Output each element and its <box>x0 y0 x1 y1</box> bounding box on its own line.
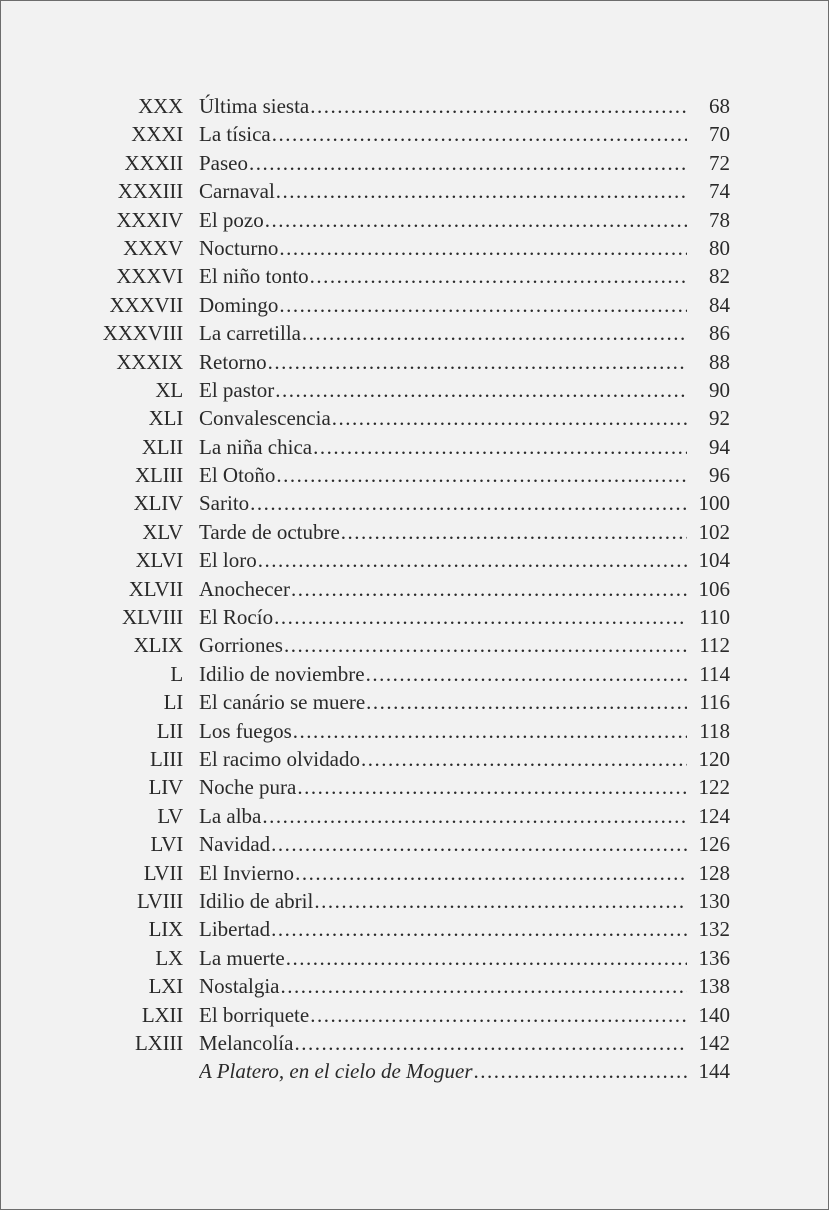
toc-row <box>1 461 828 489</box>
chapter-numeral: LVI <box>150 832 183 857</box>
toc-entry <box>199 92 687 120</box>
chapter-numeral: XXXV <box>123 235 183 260</box>
toc-row <box>1 688 828 716</box>
toc-entry <box>199 546 687 574</box>
toc-entry <box>199 575 687 603</box>
toc-entry <box>199 319 687 347</box>
dot-leader <box>294 1029 687 1057</box>
toc-entry <box>199 603 687 631</box>
chapter-title: Última siesta <box>199 94 310 118</box>
toc-row <box>1 234 828 262</box>
toc-row <box>1 262 828 290</box>
chapter-title: Navidad <box>199 832 271 857</box>
page-number: 110 <box>699 605 730 630</box>
chapter-title: La carretilla <box>199 321 302 346</box>
chapter-title: Convalescencia <box>199 406 331 431</box>
toc-entry <box>199 859 687 887</box>
dot-leader <box>249 149 687 177</box>
dot-leader <box>310 92 687 120</box>
toc-row <box>1 631 828 659</box>
page-number: 142 <box>698 1030 730 1055</box>
chapter-numeral: XLIII <box>135 463 183 488</box>
chapter-numeral: XLIV <box>133 491 183 516</box>
chapter-title: Domingo <box>199 292 279 317</box>
chapter-numeral: LV <box>157 803 183 828</box>
chapter-title: Tarde de octubre <box>199 519 340 544</box>
page-number: 144 <box>698 1059 730 1084</box>
chapter-title: La niña chica <box>199 434 313 459</box>
page-number: 122 <box>698 775 730 800</box>
page-number: 92 <box>709 406 730 431</box>
chapter-title: La tísica <box>199 122 271 147</box>
toc-row <box>1 745 828 773</box>
dot-leader <box>310 262 687 290</box>
toc-entry <box>199 518 687 546</box>
chapter-numeral: LI <box>163 690 183 715</box>
toc-entry <box>199 972 687 1000</box>
dot-leader <box>271 915 687 943</box>
toc-row <box>1 830 828 858</box>
toc-row <box>1 404 828 432</box>
dot-leader <box>275 376 687 404</box>
dot-leader <box>268 348 687 376</box>
page-number: 80 <box>709 235 730 260</box>
chapter-title: Paseo <box>199 150 248 175</box>
chapter-numeral: LVIII <box>136 888 183 913</box>
chapter-numeral: XXXI <box>131 122 183 147</box>
toc-entry <box>199 206 687 234</box>
dot-leader <box>274 603 687 631</box>
dot-leader <box>295 859 687 887</box>
chapter-numeral: L <box>170 661 183 686</box>
chapter-numeral: XL <box>155 377 183 402</box>
dot-leader <box>272 120 687 148</box>
toc-entry <box>199 802 687 830</box>
toc-entry <box>199 376 687 404</box>
chapter-title: El pozo <box>199 207 264 232</box>
page-number: 116 <box>699 690 730 715</box>
page-number: 136 <box>698 945 730 970</box>
page-number: 114 <box>699 661 730 686</box>
toc-entry <box>199 830 687 858</box>
toc-row <box>1 376 828 404</box>
page-number: 100 <box>698 491 730 516</box>
chapter-numeral: XXXVII <box>109 292 183 317</box>
toc-row <box>1 177 828 205</box>
chapter-numeral: XXXIX <box>116 349 183 374</box>
page-number: 104 <box>698 548 730 573</box>
chapter-numeral: XXXVI <box>116 264 183 289</box>
chapter-numeral: XXXIII <box>117 179 183 204</box>
dot-leader <box>302 319 687 347</box>
dot-leader <box>313 433 687 461</box>
toc-row <box>1 546 828 574</box>
chapter-numeral: LVII <box>143 860 183 885</box>
toc-row <box>1 92 828 120</box>
page-number: 96 <box>709 463 730 488</box>
dot-leader <box>265 206 687 234</box>
page-number: 78 <box>709 207 730 232</box>
toc-entry <box>199 1029 687 1057</box>
chapter-numeral: XLI <box>148 406 183 431</box>
table-of-contents <box>1 92 828 1086</box>
chapter-title: La alba <box>199 803 262 828</box>
toc-row <box>1 1029 828 1057</box>
page-number: 94 <box>709 434 730 459</box>
chapter-numeral: XLIX <box>133 633 183 658</box>
chapter-title: Sarito <box>199 491 250 516</box>
page-number: 70 <box>709 122 730 147</box>
chapter-title: El Invierno <box>199 860 295 885</box>
chapter-numeral: LXI <box>148 974 183 999</box>
toc-entry <box>199 348 687 376</box>
toc-entry <box>199 262 687 290</box>
chapter-title: El Rocío <box>199 605 274 630</box>
chapter-title: Melancolía <box>199 1030 294 1055</box>
toc-entry <box>199 404 687 432</box>
toc-entry <box>199 745 687 773</box>
chapter-title: Los fuegos <box>199 718 292 743</box>
toc-row <box>1 603 828 631</box>
toc-row <box>1 120 828 148</box>
chapter-numeral: XXXII <box>124 150 183 175</box>
chapter-title: Carnaval <box>199 179 275 204</box>
dot-leader <box>366 688 687 716</box>
toc-row <box>1 915 828 943</box>
toc-row <box>1 944 828 972</box>
dot-leader <box>276 177 687 205</box>
chapter-numeral: LIX <box>148 917 183 942</box>
chapter-numeral: LXII <box>141 1002 183 1027</box>
page-number: 126 <box>698 832 730 857</box>
chapter-title: El pastor <box>199 377 275 402</box>
dot-leader <box>279 291 687 319</box>
page-number: 88 <box>709 349 730 374</box>
dot-leader <box>297 773 687 801</box>
chapter-title: Nostalgia <box>199 974 280 999</box>
toc-row <box>1 1057 828 1085</box>
page-number: 128 <box>698 860 730 885</box>
chapter-title: Nocturno <box>199 235 279 260</box>
chapter-numeral: XXXVIII <box>102 321 183 346</box>
toc-entry <box>199 234 687 262</box>
toc-row <box>1 575 828 603</box>
chapter-title: El borriquete <box>199 1002 310 1027</box>
chapter-numeral: LIII <box>149 746 183 771</box>
chapter-title: Libertad <box>199 917 271 942</box>
chapter-title: Anochecer <box>199 576 290 601</box>
chapter-numeral: XLII <box>141 434 183 459</box>
toc-row <box>1 348 828 376</box>
toc-entry <box>199 149 687 177</box>
dot-leader <box>361 745 687 773</box>
chapter-numeral: LX <box>155 945 183 970</box>
page-number: 84 <box>709 292 730 317</box>
dot-leader <box>366 660 687 688</box>
chapter-title: El niño tonto <box>199 264 309 289</box>
chapter-title: El Otoño <box>199 463 276 488</box>
dot-leader <box>284 631 687 659</box>
chapter-title: A Platero, en el cielo de Moguer <box>199 1059 473 1084</box>
dot-leader <box>286 944 687 972</box>
page-number: 74 <box>709 179 730 204</box>
chapter-title: Gorriones <box>199 633 283 658</box>
toc-entry <box>199 944 687 972</box>
chapter-numeral: XLVII <box>128 576 183 601</box>
toc-entry <box>199 631 687 659</box>
toc-entry <box>199 717 687 745</box>
chapter-title: El loro <box>199 548 257 573</box>
page-number: 140 <box>698 1002 730 1027</box>
dot-leader <box>276 461 687 489</box>
dot-leader <box>258 546 687 574</box>
dot-leader <box>341 518 687 546</box>
chapter-numeral: XLVIII <box>121 605 183 630</box>
chapter-numeral: LIV <box>148 775 183 800</box>
page-number: 112 <box>699 633 730 658</box>
dot-leader <box>279 234 687 262</box>
toc-entry <box>199 773 687 801</box>
chapter-numeral: XXXIV <box>116 207 183 232</box>
toc-row <box>1 802 828 830</box>
page-number: 106 <box>698 576 730 601</box>
page-number: 82 <box>709 264 730 289</box>
dot-leader <box>474 1057 687 1085</box>
toc-row <box>1 489 828 517</box>
page-number: 130 <box>698 888 730 913</box>
dot-leader <box>271 830 687 858</box>
toc-row <box>1 319 828 347</box>
page-number: 132 <box>698 917 730 942</box>
chapter-numeral: LII <box>156 718 183 743</box>
dot-leader <box>262 802 687 830</box>
dot-leader <box>291 575 687 603</box>
dot-leader <box>332 404 687 432</box>
toc-row <box>1 291 828 319</box>
page-number: 120 <box>698 746 730 771</box>
chapter-numeral: XLVI <box>135 548 183 573</box>
toc-row <box>1 206 828 234</box>
toc-row <box>1 433 828 461</box>
toc-row <box>1 1001 828 1029</box>
toc-entry <box>199 1057 687 1085</box>
dot-leader <box>280 972 687 1000</box>
toc-row <box>1 887 828 915</box>
toc-entry <box>199 660 687 688</box>
chapter-numeral: LXIII <box>135 1030 183 1055</box>
page-number: 138 <box>698 974 730 999</box>
page-number: 118 <box>699 718 730 743</box>
dot-leader <box>314 887 687 915</box>
toc-entry <box>199 291 687 319</box>
toc-row <box>1 660 828 688</box>
dot-leader <box>310 1001 687 1029</box>
dot-leader <box>250 489 687 517</box>
toc-entry <box>199 120 687 148</box>
page-number: 90 <box>709 377 730 402</box>
chapter-title: El racimo olvidado <box>199 746 360 771</box>
chapter-numeral: XLV <box>142 519 183 544</box>
toc-entry <box>199 461 687 489</box>
toc-row <box>1 773 828 801</box>
page-number: 68 <box>709 94 730 118</box>
page-number: 124 <box>698 803 730 828</box>
toc-entry <box>199 489 687 517</box>
chapter-title: La muerte <box>199 945 285 970</box>
toc-entry <box>199 915 687 943</box>
toc-entry <box>199 887 687 915</box>
toc-entry <box>199 1001 687 1029</box>
dot-leader <box>293 717 687 745</box>
chapter-title: Retorno <box>199 349 267 374</box>
toc-entry <box>199 433 687 461</box>
page-number: 102 <box>698 519 730 544</box>
chapter-numeral: XXX <box>138 94 183 118</box>
toc-row <box>1 149 828 177</box>
toc-row <box>1 518 828 546</box>
page-number: 86 <box>709 321 730 346</box>
page-number: 72 <box>709 150 730 175</box>
chapter-title: Idilio de abril <box>199 888 314 913</box>
chapter-title: El canário se muere <box>199 690 366 715</box>
chapter-title: Idilio de noviembre <box>199 661 365 686</box>
toc-entry <box>199 177 687 205</box>
chapter-title: Noche pura <box>199 775 297 800</box>
toc-row <box>1 859 828 887</box>
toc-row <box>1 972 828 1000</box>
toc-row <box>1 717 828 745</box>
toc-entry <box>199 688 687 716</box>
